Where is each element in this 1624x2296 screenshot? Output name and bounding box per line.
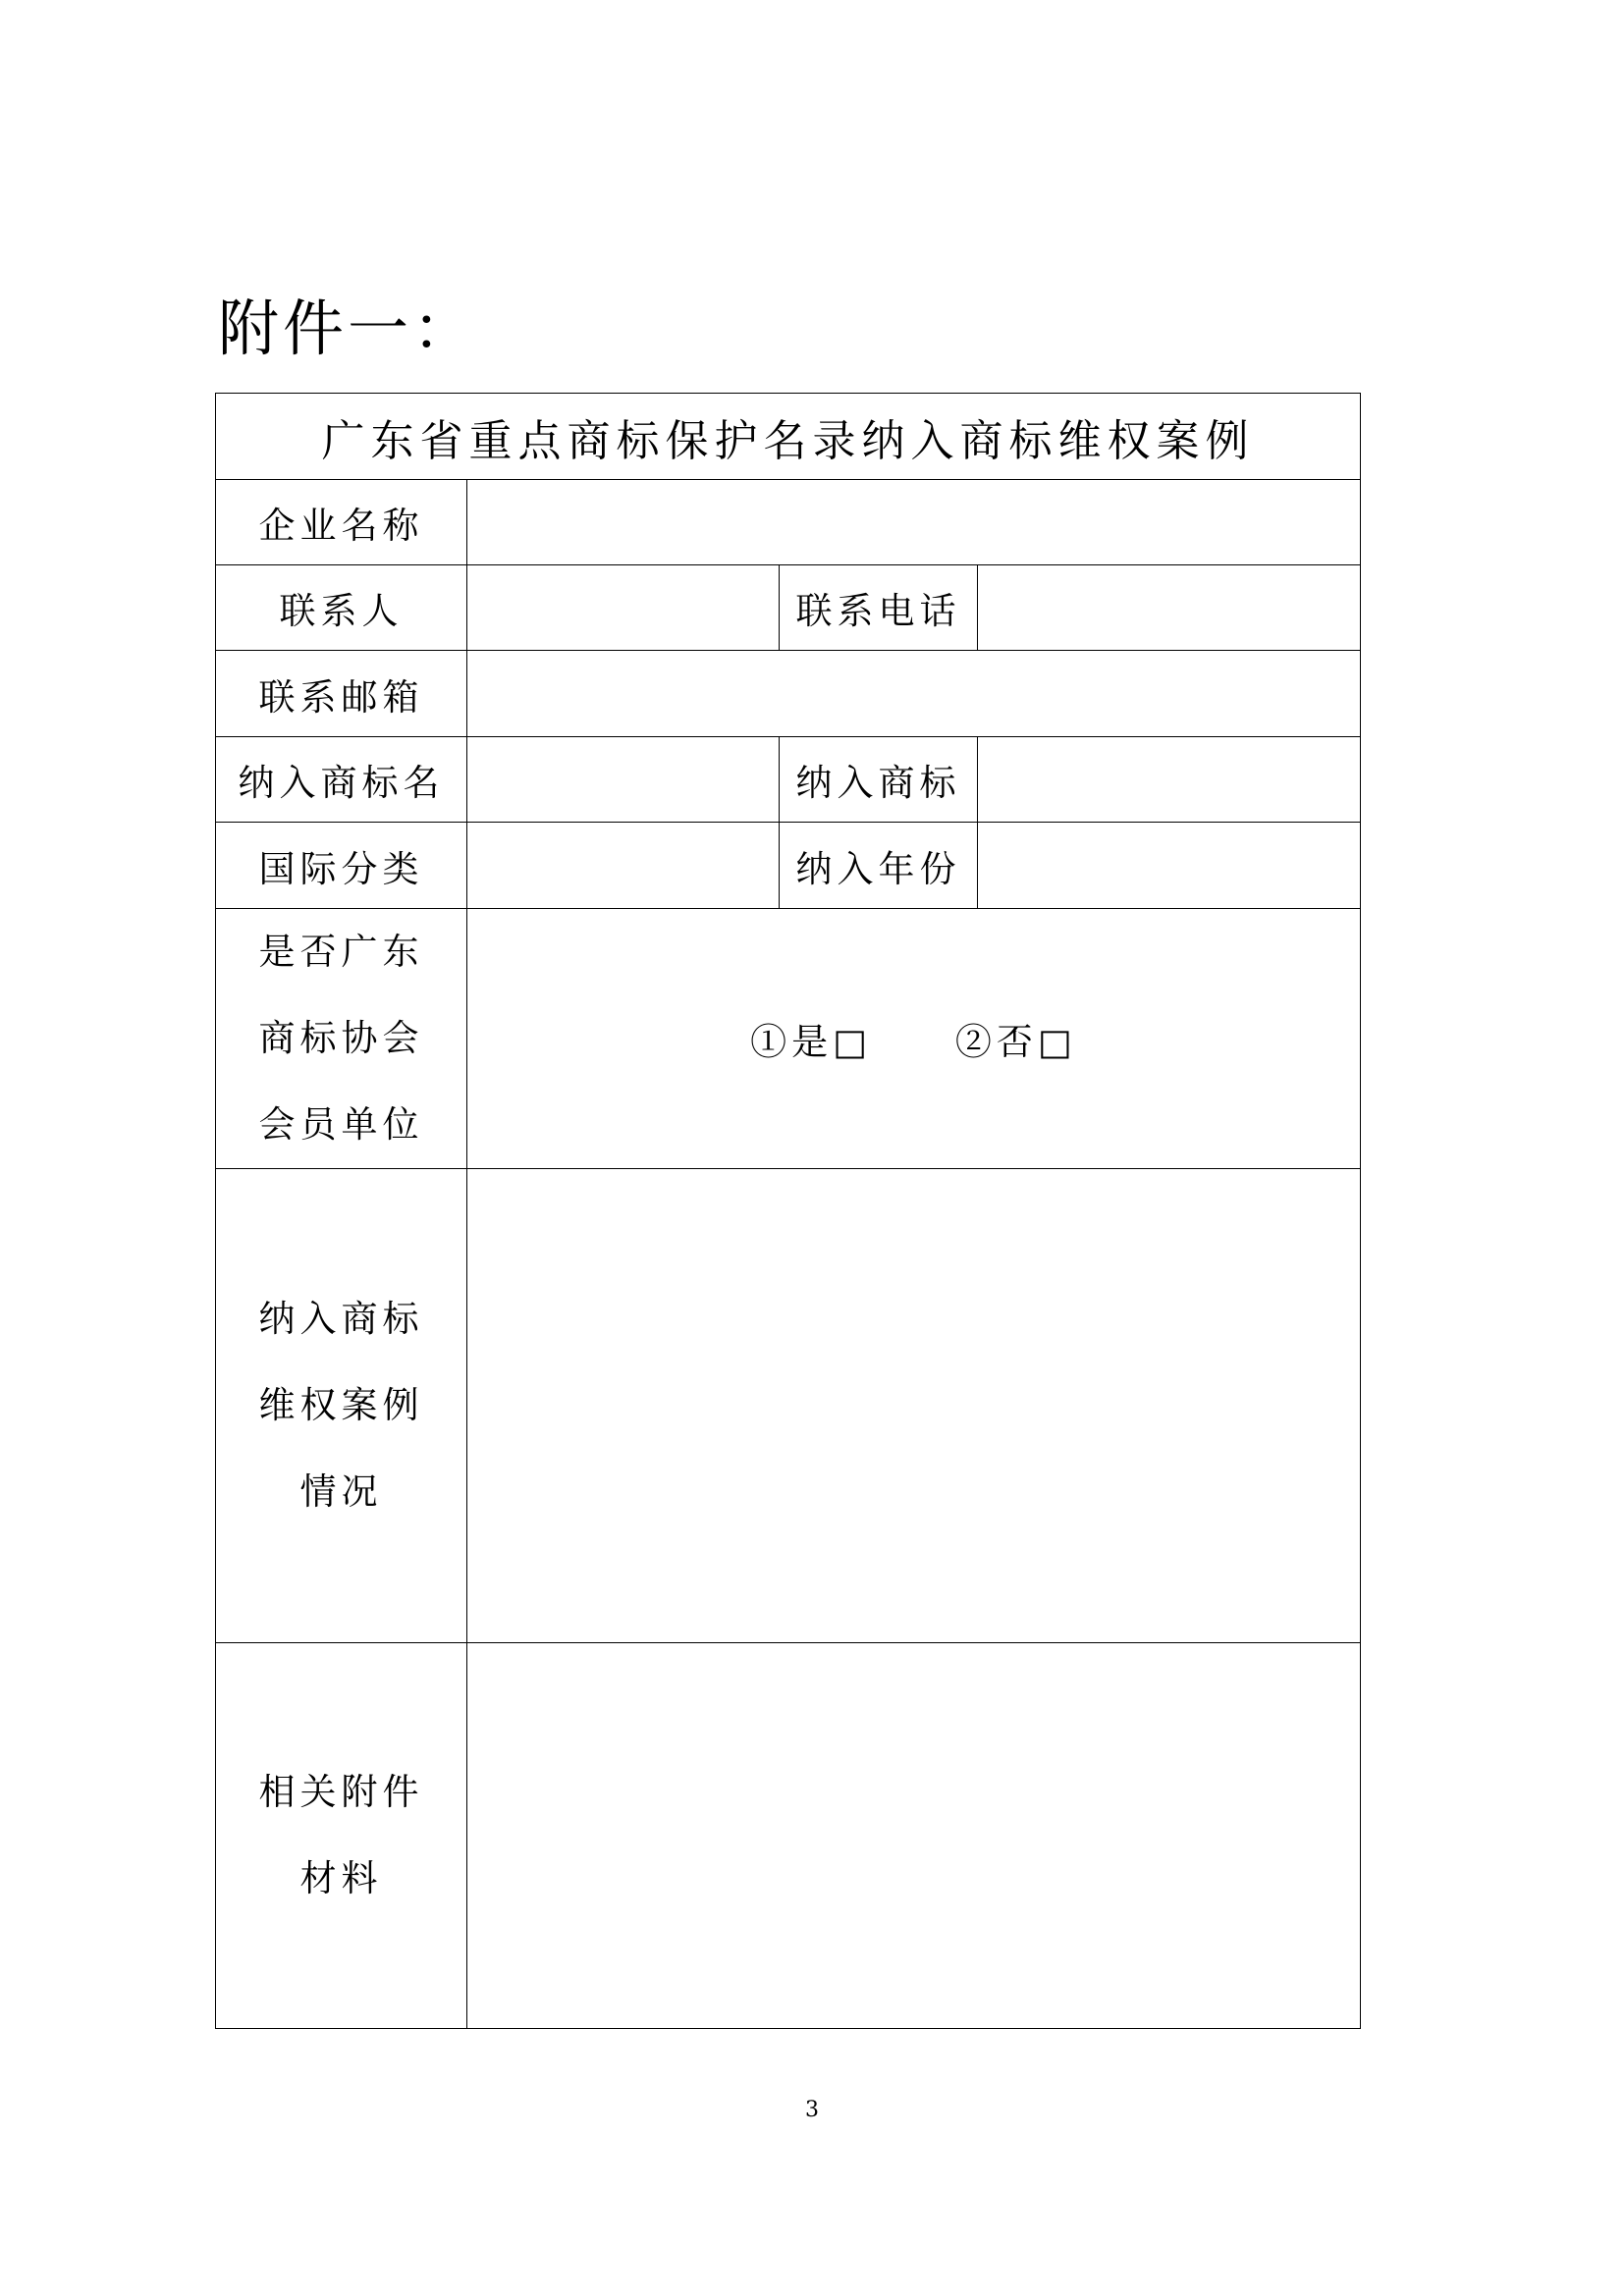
member-label-cell xyxy=(216,909,467,1169)
member-label: 是否广东商标协会会员单位 xyxy=(258,931,424,1146)
year-label: 纳入年份 xyxy=(780,823,978,909)
attachments-label-cell xyxy=(216,1643,467,2029)
member-option-no[interactable]: ②否□ xyxy=(954,1021,1077,1063)
attachment-heading: 附件一： xyxy=(218,293,478,364)
case-field[interactable] xyxy=(467,1169,1361,1643)
intl-class-label: 国际分类 xyxy=(216,823,467,909)
trademark-name-field[interactable] xyxy=(467,737,780,823)
case-label-cell xyxy=(216,1169,467,1643)
year-field[interactable] xyxy=(978,823,1361,909)
attachments-label: 相关附件材料 xyxy=(258,1771,424,1899)
trademark-label: 纳入商标 xyxy=(780,737,978,823)
form-title: 广东省重点商标保护名录纳入商标维权案例 xyxy=(216,394,1361,480)
contact-email-label: 联系邮箱 xyxy=(216,651,467,737)
case-label: 纳入商标维权案例情况 xyxy=(258,1298,424,1513)
case-form-table xyxy=(215,393,1361,2029)
member-choice-cell xyxy=(467,909,1361,1169)
member-option-yes[interactable]: ①是□ xyxy=(750,1021,873,1063)
trademark-name-label: 纳入商标名 xyxy=(216,737,467,823)
contact-email-field[interactable] xyxy=(467,651,1361,737)
contact-person-label: 联系人 xyxy=(216,565,467,651)
company-name-label: 企业名称 xyxy=(216,480,467,565)
trademark-field[interactable] xyxy=(978,737,1361,823)
intl-class-field[interactable] xyxy=(467,823,780,909)
page-number: 3 xyxy=(805,2098,819,2122)
contact-person-field[interactable] xyxy=(467,565,780,651)
attachments-field[interactable] xyxy=(467,1643,1361,2029)
company-name-field[interactable] xyxy=(467,480,1361,565)
contact-phone-label: 联系电话 xyxy=(780,565,978,651)
contact-phone-field[interactable] xyxy=(978,565,1361,651)
